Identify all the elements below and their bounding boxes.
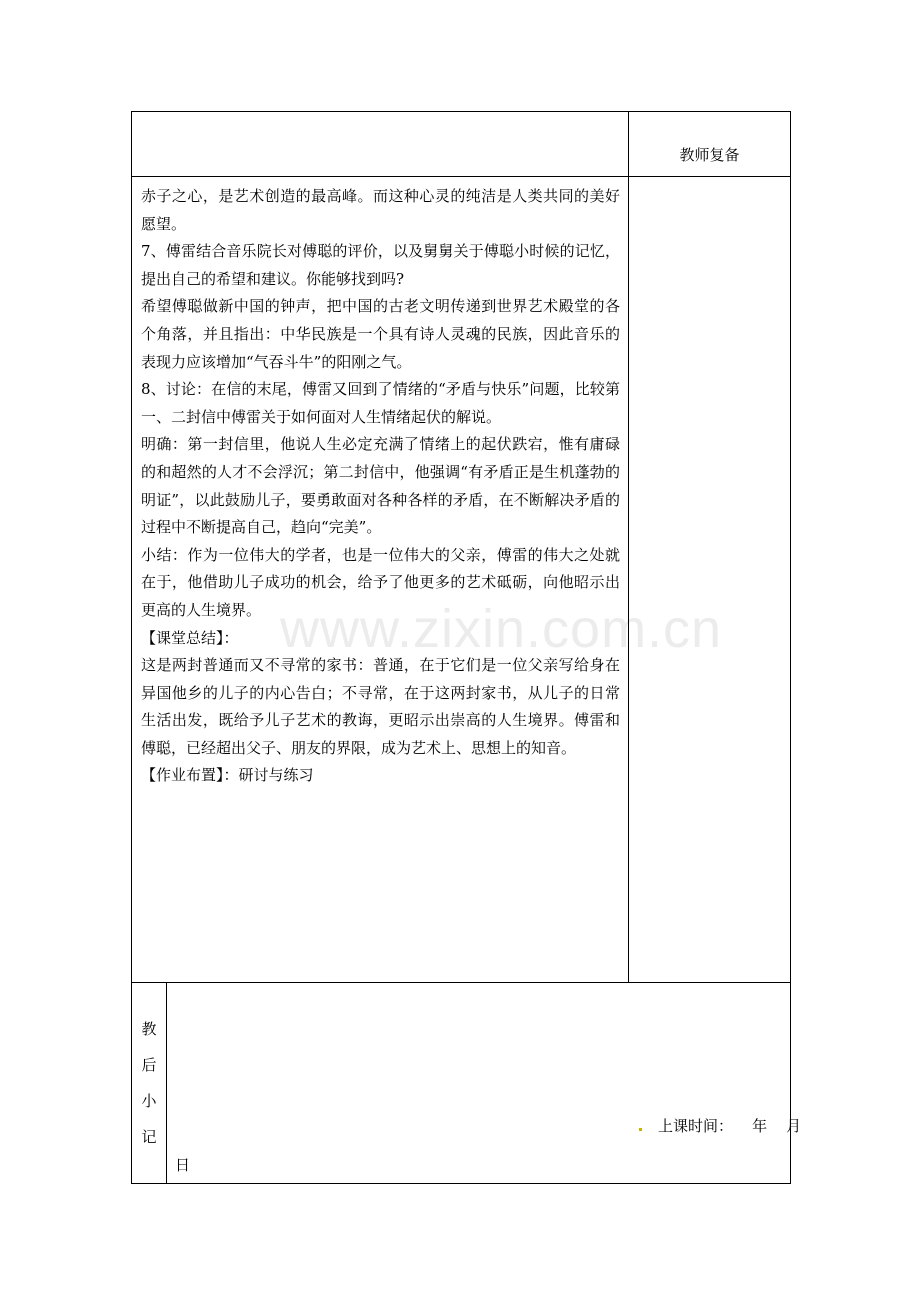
table-body-row xyxy=(132,177,791,983)
section-heading-homework: 【作业布置】：研讨与练习 xyxy=(141,766,314,785)
watermark: www.zixin.com.cn xyxy=(280,599,723,659)
class-day-label: 日 xyxy=(175,1156,191,1174)
reflection-label-cell xyxy=(132,983,167,1184)
content-paragraph: 8、讨论：在信的末尾，傅雷又回到了情绪的“矛盾与快乐”问题，比较第一、二封信中傅雷关于如何面对人生情绪起伏的解说。 xyxy=(141,380,620,426)
table-header-row xyxy=(132,112,791,177)
header-empty-cell xyxy=(132,112,629,177)
teacher-prep-notes-cell xyxy=(629,177,791,983)
reflection-label-char: 教 xyxy=(141,1020,157,1038)
reflection-label-char: 后 xyxy=(141,1056,157,1074)
content-paragraph: 赤子之心，是艺术创造的最高峰。而这种心灵的纯洁是人类共同的美好愿望。 xyxy=(141,187,620,233)
lesson-content xyxy=(132,177,628,790)
class-time-line xyxy=(639,1115,801,1136)
reflection-label-char: 记 xyxy=(141,1128,157,1146)
marker-dot-icon xyxy=(639,1128,642,1131)
reflection-row xyxy=(132,983,791,1184)
reflection-label-char: 小 xyxy=(141,1092,157,1110)
teacher-prep-label: 教师复备 xyxy=(679,146,740,164)
reflection-body-cell xyxy=(167,983,802,1184)
section-heading-summary: 【课堂总结】： xyxy=(141,628,239,647)
content-paragraph: 7、傅雷结合音乐院长对傅聪的评价，以及舅舅关于傅聪小时候的记忆，提出自己的希望和建议。你能够找到吗? xyxy=(141,242,620,288)
content-paragraph: 希望傅聪做新中国的钟声，把中国的古老文明传递到世界艺术殿堂的各个角落，并且指出：中华民族是一个具有诗人灵魂的民族，因此音乐的表现力应该增加“气吞斗牛”的阳刚之气。 xyxy=(141,297,620,371)
teacher-prep-header-cell xyxy=(629,112,791,177)
class-time-label: 上课时间： 年 月 xyxy=(658,1117,802,1135)
content-paragraph: 小结：作为一位伟大的学者，也是一位伟大的父亲，傅雷的伟大之处就在于，他借助儿子成功的机会，给予了他更多的艺术砥砺，向他昭示出更高的人生境界。 xyxy=(141,545,620,619)
content-paragraph: 明确：第一封信里，他说人生必定充满了情绪上的起伏跌宕，惟有庸碌的和超然的人才不会浮沉；第二封信中，他强调“有矛盾正是生机蓬勃的明证”，以此鼓励儿子，要勇敢面对各种各样的矛盾，在不断解决矛盾的过程中不断提高自己，趋向“完美”。 xyxy=(141,435,620,537)
lesson-plan-table xyxy=(131,111,802,1184)
lesson-content-cell xyxy=(132,177,629,983)
content-paragraph: 这是两封普通而又不寻常的家书：普通，在于它们是一位父亲写给身在异国他乡的儿子的内心告白；不寻常，在于这两封家书，从儿子的日常生活出发，既给予儿子艺术的教诲，更昭示出崇高的人生境界。傅雷和傅聪，已经超出父子、朋友的界限，成为艺术上、思想上的知音。 xyxy=(141,656,620,757)
